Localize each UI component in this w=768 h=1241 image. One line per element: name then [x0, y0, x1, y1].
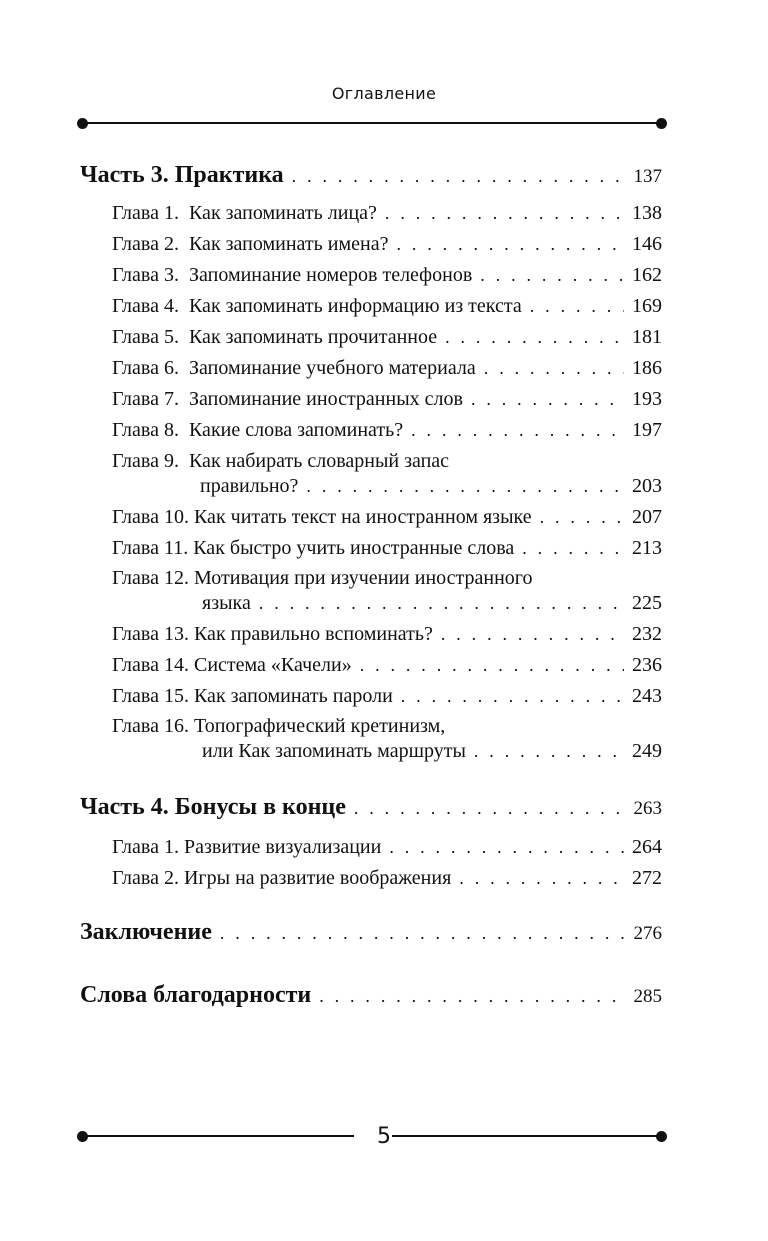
toc-chapter[interactable] [112, 357, 662, 380]
toc-chapter[interactable] [112, 419, 662, 442]
toc-chapter-first-line[interactable] [112, 715, 445, 738]
dot-leader [319, 986, 624, 1007]
chapter-title-continued: правильно? [200, 475, 299, 497]
chapter-title-continued: языка [202, 592, 251, 614]
dot-leader [441, 624, 624, 645]
dot-leader [401, 686, 624, 707]
toc-chapter[interactable] [112, 623, 662, 646]
chapter-title: Топографический кретинизм, [193, 715, 446, 737]
chapter-title: Как запоминать имена? [188, 233, 389, 255]
toc-chapter[interactable] [202, 592, 662, 615]
chapter-title: Запоминание иностранных слов [188, 388, 463, 410]
chapter-number: Глава 16. [112, 715, 189, 737]
toc-chapter[interactable] [112, 264, 662, 287]
part-title: Часть 4. Бонусы в конце [80, 794, 346, 820]
toc-part-3[interactable] [80, 162, 662, 189]
page-number: 207 [632, 506, 662, 528]
dot-leader [530, 296, 624, 317]
page-folio: 5 [377, 1124, 391, 1149]
section-title: Слова благодарности [80, 982, 312, 1008]
running-head: Оглавление [331, 84, 437, 103]
dot-leader [259, 593, 624, 614]
toc-chapter[interactable] [112, 388, 662, 411]
page-number: 272 [632, 867, 662, 889]
dot-leader [411, 420, 624, 441]
page-number: 162 [632, 264, 662, 286]
dot-leader [385, 203, 624, 224]
toc-acknowledgements[interactable] [80, 982, 662, 1009]
chapter-number: Глава 4. [112, 295, 179, 317]
chapter-number: Глава 1. [112, 202, 179, 224]
dot-leader [474, 741, 624, 762]
toc-chapter-first-line[interactable] [112, 567, 533, 590]
part-title: Часть 3. Практика [80, 162, 284, 188]
page-number: 203 [632, 475, 662, 497]
page-number: 276 [633, 923, 662, 944]
chapter-number: Глава 14. [112, 654, 189, 676]
page-number: 264 [632, 836, 662, 858]
page-number: 169 [632, 295, 662, 317]
chapter-number: Глава 11. [112, 537, 189, 559]
page-number: 193 [632, 388, 662, 410]
chapter-title: Как правильно вспоминать? [193, 623, 433, 645]
toc-part-4[interactable] [80, 794, 662, 821]
chapter-title: Система «Качели» [193, 654, 352, 676]
chapter-title: Запоминание номеров телефонов [188, 264, 473, 286]
toc-chapter[interactable] [112, 836, 662, 859]
chapter-title-continued: или Как запоминать маршруты [202, 740, 466, 762]
chapter-title: Как запоминать пароли [193, 685, 393, 707]
chapter-title: Как читать текст на иностранном языке [193, 506, 532, 528]
page-number: 236 [632, 654, 662, 676]
chapter-title: Как запоминать прочитанное [188, 326, 438, 348]
page-number: 138 [632, 202, 662, 224]
chapter-number: Глава 10. [112, 506, 189, 528]
dot-leader [306, 476, 624, 497]
toc-chapter[interactable] [112, 233, 662, 256]
chapter-title: Как быстро учить иностранные слова [193, 537, 515, 559]
toc-chapter[interactable] [112, 867, 662, 890]
dot-leader [522, 538, 624, 559]
toc-conclusion[interactable] [80, 919, 662, 946]
page-number: 181 [632, 326, 662, 348]
chapter-title: Мотивация при изучении иностранного [193, 567, 533, 589]
dot-leader [480, 265, 624, 286]
dot-leader [220, 923, 624, 944]
dot-leader [540, 507, 624, 528]
chapter-title: Как запоминать информацию из текста [188, 295, 522, 317]
section-title: Заключение [80, 919, 212, 945]
dot-leader [445, 327, 624, 348]
page-number: 249 [632, 740, 662, 762]
dot-leader [459, 868, 624, 889]
toc-chapter[interactable] [112, 326, 662, 349]
page-number: 213 [632, 537, 662, 559]
dot-leader [389, 837, 624, 858]
toc-chapter[interactable] [112, 202, 662, 225]
chapter-number: Глава 13. [112, 623, 189, 645]
page-number: 232 [632, 623, 662, 645]
chapter-number: Глава 2. [112, 233, 179, 255]
toc-chapter[interactable] [112, 537, 662, 560]
toc-chapter[interactable] [112, 295, 662, 318]
chapter-number: Глава 8. [112, 419, 179, 441]
chapter-title: Как запоминать лица? [188, 202, 377, 224]
chapter-title: Запоминание учебного материала [188, 357, 476, 379]
chapter-number: Глава 2. [112, 867, 179, 889]
toc-chapter-first-line[interactable] [112, 450, 449, 473]
dot-leader [292, 166, 624, 187]
dot-leader [360, 655, 624, 676]
page-number: 186 [632, 357, 662, 379]
toc-chapter[interactable] [112, 506, 662, 529]
page-number: 137 [633, 166, 662, 187]
dot-leader [354, 798, 624, 819]
chapter-number: Глава 15. [112, 685, 189, 707]
page-number: 146 [632, 233, 662, 255]
chapter-title: Какие слова запоминать? [188, 419, 404, 441]
dot-leader [484, 358, 624, 379]
chapter-title: Как набирать словарный запас [188, 450, 450, 472]
chapter-title: Игры на развитие воображения [183, 867, 452, 889]
chapter-number: Глава 9. [112, 450, 179, 472]
page-number: 225 [632, 592, 662, 614]
chapter-number: Глава 6. [112, 357, 179, 379]
chapter-number: Глава 7. [112, 388, 179, 410]
page-number: 263 [633, 798, 662, 819]
chapter-number: Глава 1. [112, 836, 179, 858]
toc-chapter[interactable] [200, 475, 662, 498]
toc-chapter[interactable] [112, 685, 662, 708]
chapter-title: Развитие визуализации [183, 836, 382, 858]
chapter-number: Глава 3. [112, 264, 179, 286]
page-number: 285 [633, 986, 662, 1007]
page-number: 197 [632, 419, 662, 441]
page-number: 243 [632, 685, 662, 707]
chapter-number: Глава 12. [112, 567, 189, 589]
toc-chapter[interactable] [202, 740, 662, 763]
dot-leader [396, 234, 624, 255]
toc-chapter[interactable] [112, 654, 662, 677]
dot-leader [471, 389, 624, 410]
chapter-number: Глава 5. [112, 326, 179, 348]
